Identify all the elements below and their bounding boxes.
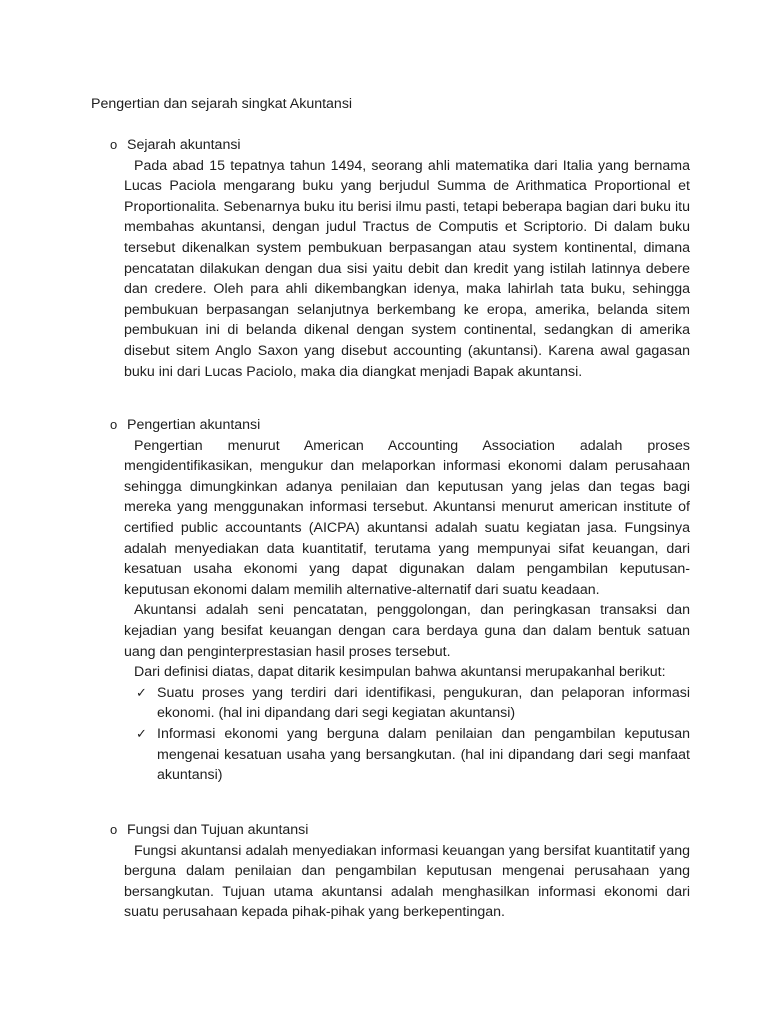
section-pengertian: [110, 415, 690, 786]
checkmark-icon: ✓: [136, 684, 147, 700]
section-body: [124, 156, 690, 383]
checklist-text: Informasi ekonomi yang berguna dalam penilaian dan pengambilan keputusan mengenai kesatuan usaha yang bersangkutan. (hal ini dipandang dari segi manfaat akuntansi): [157, 725, 690, 784]
section-fungsi: [110, 820, 690, 923]
section-heading: Fungsi dan Tujuan akuntansi: [127, 822, 309, 838]
paragraph: Pengertian menurut American Accounting Association adalah proses mengidentifikasikan, mengukur dan melaporkan informasi ekonomi dalam perusahaan sehingga dimungkinkan adanya penilaian dan keputusan yang jelas dan tegas bagi mereka yang menggunakan informasi tersebut. Akuntansi menurut american institute of certified public accountants (AICPA) akuntansi adalah suatu kegiatan jasa. Fungsinya adalah menyediakan data kuantitatif, terutama yang mempunyai sifat keuangan, dari kesatuan usaha ekonomi yang dapat digunakan dalam pengambilan keputusan-keputusan ekonomi dalam memilih alternative-alternatif dari suatu keadaan.: [124, 437, 690, 598]
checklist-item: [110, 683, 690, 724]
section-body: [124, 841, 690, 923]
bullet-icon: o: [110, 137, 118, 152]
checklist-text: Suatu proses yang terdiri dari identifikasi, pengukuran, dan pelaporan informasi ekonomi. (hal ini dipandang dari segi kegiatan akuntansi): [157, 684, 690, 722]
section-heading: Pengertian akuntansi: [127, 417, 261, 433]
paragraph: Pada abad 15 tepatnya tahun 1494, seorang ahli matematika dari Italia yang bernama Lucas Paciola mengarang buku yang berjudul Summa de Arithmatica Proportional et Proportionalita. Sebenarnya buku itu berisi ilmu pasti, tetapi beberapa bagian dari buku itu membahas akuntansi, dengan judul Tractus de Computis et Scriptorio. Di dalam buku tersebut dikenalkan system pembukuan berpasangan atau system kontinental, dimana pencatatan dilakukan dengan dua sisi yaitu debit dan kredit yang istilah latinnya debere dan credere. Oleh para ahli dikembangkan idenya, maka lahirlah tata buku, sehingga pembukuan berpasangan selanjutnya berkembang ke eropa, amerika, belanda sitem pembukuan ini di belanda dikenal dengan system continental, sedangkan di amerika disebut sitem Anglo Saxon yang disebut accounting (akuntansi). Karena awal gagasan buku ini dari Lucas Paciolo, maka dia diangkat menjadi Bapak akuntansi.: [124, 157, 690, 380]
paragraph: Akuntansi adalah seni pencatatan, penggolongan, dan peringkasan transaksi dan kejadian yang besifat keuangan dengan cara berdaya guna dan dalam bentuk satuan uang dan penginterprestasian hasil proses tersebut.: [124, 602, 690, 660]
checklist: [110, 683, 690, 786]
checkmark-icon: ✓: [136, 725, 147, 741]
bullet-icon: o: [110, 822, 118, 837]
checklist-item: [110, 724, 690, 786]
paragraph: Fungsi akuntansi adalah menyediakan informasi keuangan yang bersifat kuantitatif yang berguna dalam penilaian dan pengambilan keputusan mengenai perusahaan yang bersangkutan. Tujuan utama akuntansi adalah menghasilkan informasi ekonomi dari suatu perusahaan kepada pihak-pihak yang berkepentingan.: [124, 842, 690, 921]
conclusion-intro: Dari definisi diatas, dapat ditarik kesimpulan bahwa akuntansi merupakanhal berikut:: [134, 664, 666, 681]
section-sejarah: [110, 135, 690, 382]
document-title: Pengertian dan sejarah singkat Akuntansi: [91, 96, 353, 112]
bullet-icon: o: [110, 417, 118, 432]
section-body: [124, 436, 690, 663]
section-heading: Sejarah akuntansi: [127, 137, 241, 153]
